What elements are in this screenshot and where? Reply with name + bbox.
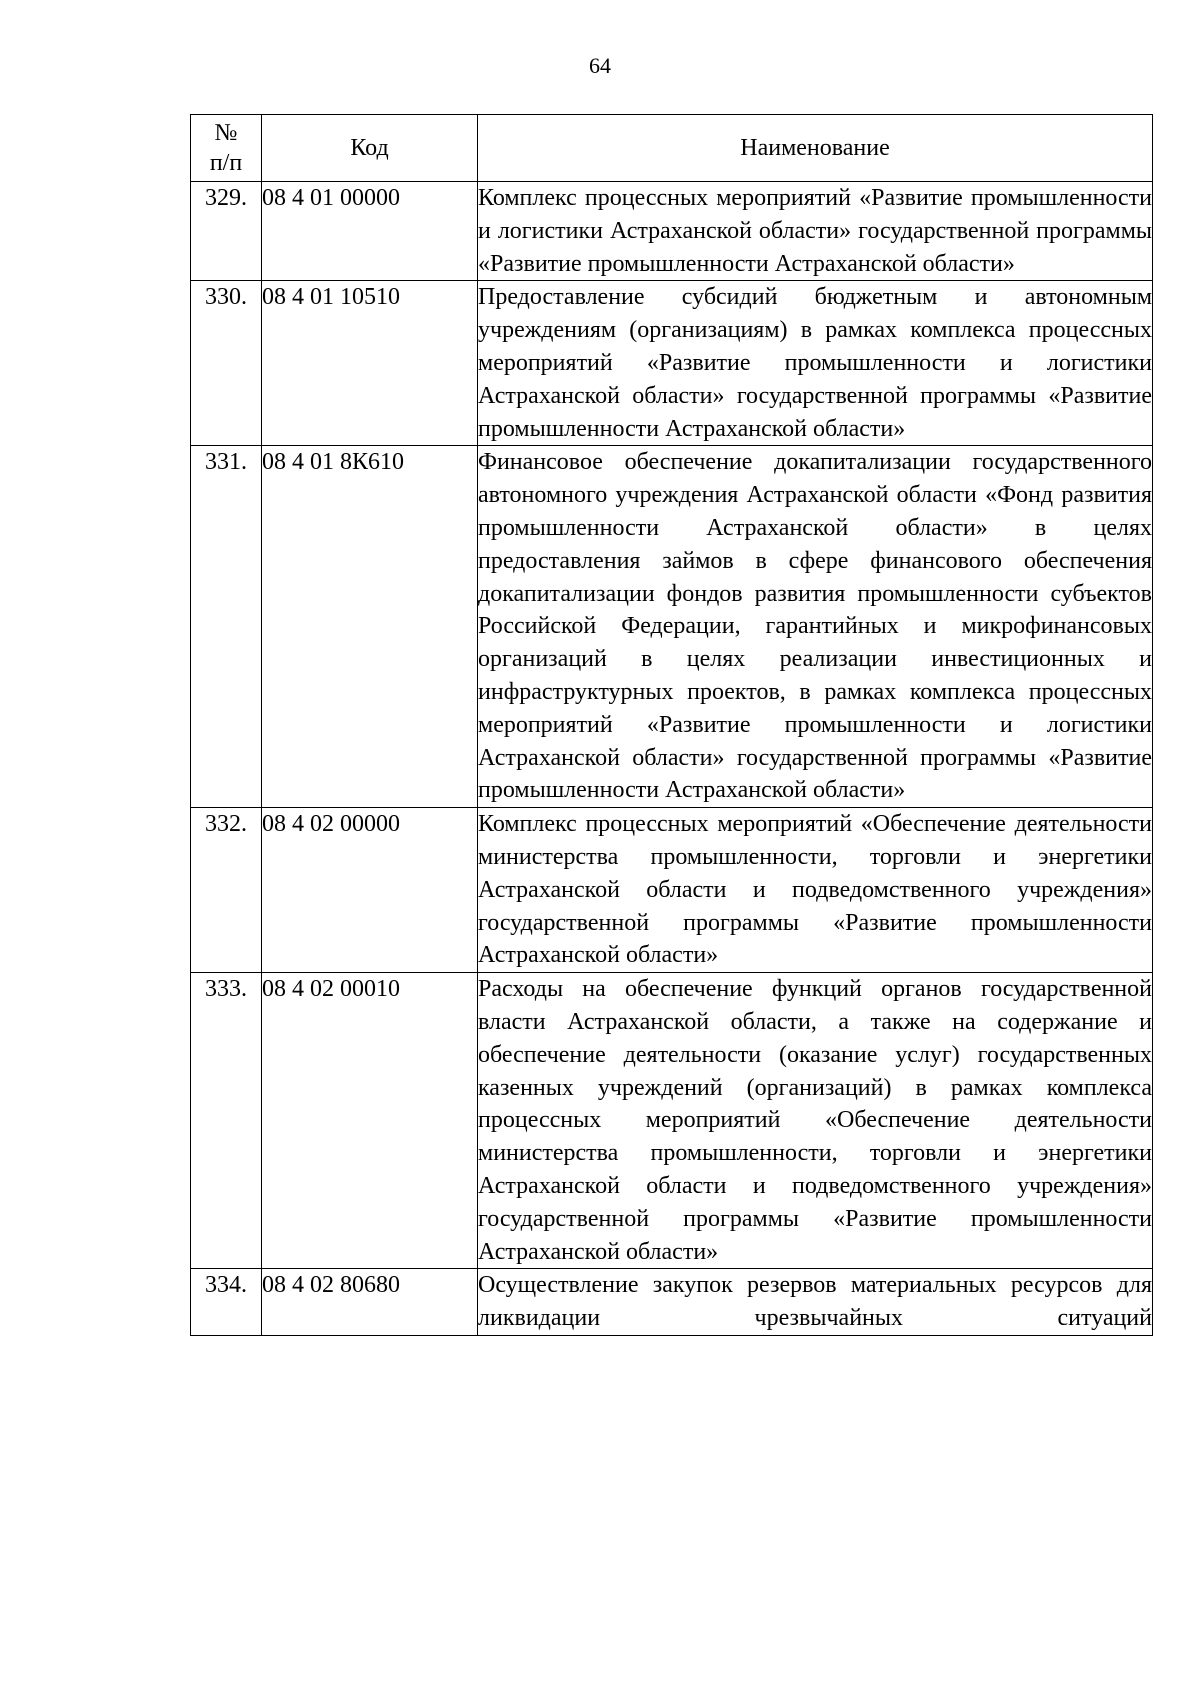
- row-code: 08 4 02 00010: [262, 973, 478, 1269]
- table-row: [191, 281, 1153, 446]
- page-number: 64: [589, 53, 611, 78]
- header-number-abbrev: п/п: [209, 150, 243, 176]
- table-row: [191, 1269, 1153, 1336]
- row-name: Комплекс процессных мероприятий «Обеспечение деятельности министерства промышленности, торговли и энергетики Астраханской области и подведомственного учреждения» государственной программы «Развитие промышленности Астраханской области»: [478, 808, 1153, 973]
- row-number: 331.: [191, 446, 262, 808]
- row-number: 334.: [191, 1269, 262, 1336]
- table-row: [191, 808, 1153, 973]
- header-name: Наименование: [478, 115, 1153, 182]
- header-number-sign: №: [214, 120, 238, 146]
- row-number: 330.: [191, 281, 262, 446]
- table-header-row: [191, 115, 1153, 182]
- budget-code-table: [190, 114, 1153, 1336]
- row-number: 329.: [191, 182, 262, 281]
- row-code: 08 4 01 8К610: [262, 446, 478, 808]
- row-code: 08 4 02 80680: [262, 1269, 478, 1336]
- row-number: 333.: [191, 973, 262, 1269]
- row-name: Финансовое обеспечение докапитализации государственного автономного учреждения Астраханской области «Фонд развития промышленности Астраханской области» в целях предоставления займов в сфере финансового обеспечения докапитализации фондов развития промышленности субъектов Российской Федерации, гарантийных и микрофинансовых организаций в целях реализации инвестиционных и инфраструктурных проектов, в рамках комплекса процессных мероприятий «Развитие промышленности и логистики Астраханской области» государственной программы «Развитие промышленности Астраханской области»: [478, 446, 1153, 808]
- row-name: Осуществление закупок резервов материальных ресурсов для ликвидации чрезвычайных ситуаций: [478, 1269, 1153, 1336]
- row-number: 332.: [191, 808, 262, 973]
- table-row: [191, 182, 1153, 281]
- row-code: 08 4 02 00000: [262, 808, 478, 973]
- table-row: [191, 973, 1153, 1269]
- table-row: [191, 446, 1153, 808]
- row-code: 08 4 01 10510: [262, 281, 478, 446]
- header-code: Код: [262, 115, 478, 182]
- row-name: Комплекс процессных мероприятий «Развитие промышленности и логистики Астраханской области» государственной программы «Развитие промышленности Астраханской области»: [478, 182, 1153, 281]
- row-name: Предоставление субсидий бюджетным и автономным учреждениям (организациям) в рамках комплекса процессных мероприятий «Развитие промышленности и логистики Астраханской области» государственной программы «Развитие промышленности Астраханской области»: [478, 281, 1153, 446]
- row-name: Расходы на обеспечение функций органов государственной власти Астраханской области, а также на содержание и обеспечение деятельности (оказание услуг) государственных казенных учреждений (организаций) в рамках комплекса процессных мероприятий «Обеспечение деятельности министерства промышленности, торговли и энергетики Астраханской области и подведомственного учреждения» государственной программы «Развитие промышленности Астраханской области»: [478, 973, 1153, 1269]
- row-code: 08 4 01 00000: [262, 182, 478, 281]
- header-number: [191, 115, 262, 182]
